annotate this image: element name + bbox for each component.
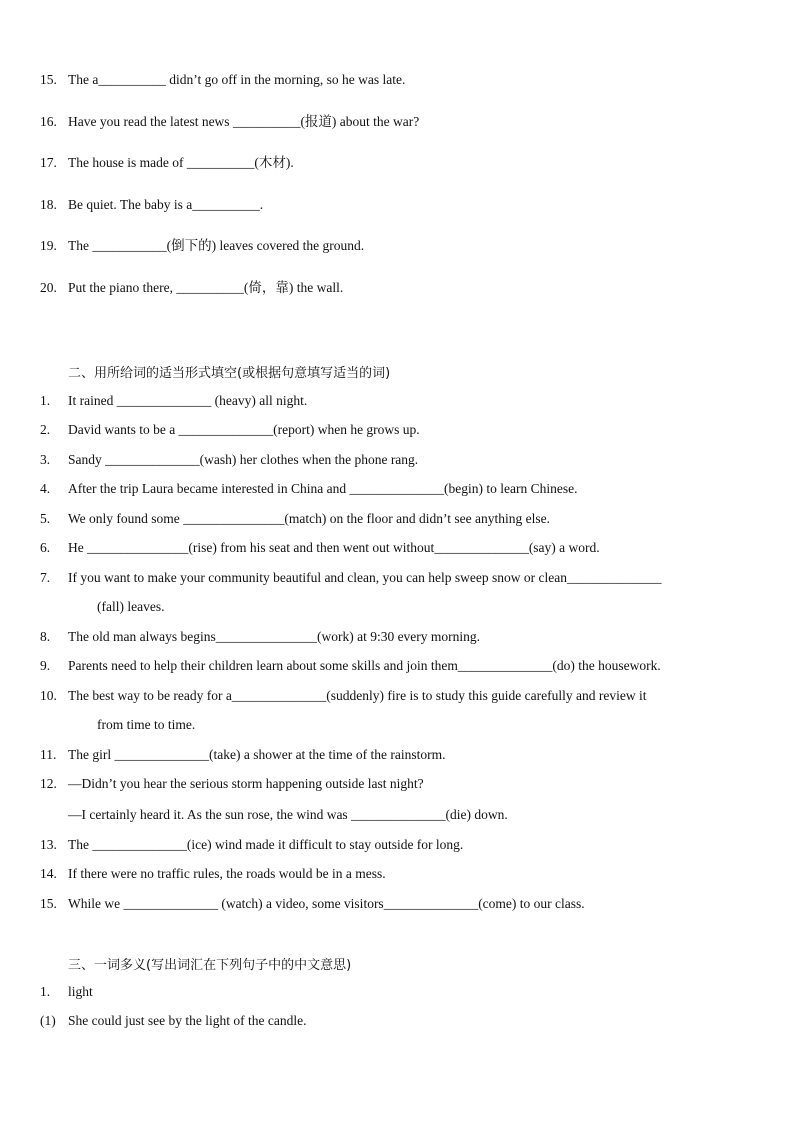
- question-text: Have you read the latest news __________(报道) about the war?: [68, 114, 420, 129]
- exercise-text-continued: from time to time.: [97, 717, 196, 732]
- exercise-number: 5.: [40, 511, 51, 526]
- question-number: 16.: [40, 114, 57, 129]
- question-text: Put the piano there, __________(倚，靠) the wall.: [68, 280, 344, 295]
- question-number: 15.: [40, 72, 57, 87]
- section-title-2: 二、用所给词的适当形式填空(或根据句意填写适当的词): [68, 366, 391, 381]
- exercise-text: The old man always begins_______________(work) at 9:30 every morning.: [68, 629, 481, 644]
- exercise-text: The ______________(ice) wind made it difficult to stay outside for long.: [68, 837, 464, 852]
- exercise-text: He _______________(rise) from his seat and then went out without______________(say) a word.: [68, 540, 600, 555]
- sentence-number: (1): [40, 1013, 56, 1028]
- exercise-text: It rained ______________ (heavy) all night.: [68, 393, 308, 408]
- question-text: The house is made of __________(木材).: [68, 155, 294, 170]
- question-text: Be quiet. The baby is a__________.: [68, 197, 264, 212]
- question-number: 20.: [40, 280, 57, 295]
- exercise-number: 1.: [40, 393, 51, 408]
- question-text: The ___________(倒下的) leaves covered the ground.: [68, 238, 365, 253]
- exercise-text: If there were no traffic rules, the roads would be in a mess.: [68, 866, 386, 881]
- exercise-number: 10.: [40, 688, 57, 703]
- exercise-text-continued: —I certainly heard it. As the sun rose, the wind was ______________(die) down.: [68, 807, 508, 822]
- word-text: light: [68, 984, 93, 999]
- exercise-number: 12.: [40, 776, 57, 791]
- exercise-number: 2.: [40, 422, 51, 437]
- exercise-number: 4.: [40, 481, 51, 496]
- sentence-text: She could just see by the light of the candle.: [68, 1013, 307, 1028]
- exercise-number: 8.: [40, 629, 51, 644]
- exercise-text: The girl ______________(take) a shower at the time of the rainstorm.: [68, 747, 446, 762]
- exercise-text: —Didn’t you hear the serious storm happening outside last night?: [68, 776, 424, 791]
- exercise-number: 9.: [40, 658, 51, 673]
- exercise-number: 15.: [40, 896, 57, 911]
- exercise-number: 7.: [40, 570, 51, 585]
- exercise-text: We only found some _______________(match) on the floor and didn’t see anything else.: [68, 511, 550, 526]
- exercise-number: 11.: [40, 747, 57, 762]
- section-title-3: 三、一词多义(写出词汇在下列句子中的中文意思): [68, 958, 352, 973]
- question-text: The a__________ didn’t go off in the morning, so he was late.: [68, 72, 406, 87]
- exercise-text: If you want to make your community beautiful and clean, you can help sweep snow or clean______________: [68, 570, 662, 585]
- exercise-number: 3.: [40, 452, 51, 467]
- question-number: 19.: [40, 238, 57, 253]
- exercise-text: David wants to be a ______________(report) when he grows up.: [68, 422, 420, 437]
- exercise-number: 14.: [40, 866, 57, 881]
- exercise-text: Parents need to help their children learn about some skills and join them______________(do) the housework.: [68, 658, 661, 673]
- exercise-text: Sandy ______________(wash) her clothes when the phone rang.: [68, 452, 419, 467]
- question-number: 17.: [40, 155, 57, 170]
- exercise-text: The best way to be ready for a______________(suddenly) fire is to study this guide carefully and review it: [68, 688, 647, 703]
- word-number: 1.: [40, 984, 51, 999]
- exercise-text-continued: (fall) leaves.: [97, 599, 165, 614]
- exercise-text: While we ______________ (watch) a video, some visitors______________(come) to our class.: [68, 896, 585, 911]
- exercise-number: 6.: [40, 540, 51, 555]
- exercise-text: After the trip Laura became interested in China and ______________(begin) to learn Chinese.: [68, 481, 578, 496]
- exercise-number: 13.: [40, 837, 57, 852]
- question-number: 18.: [40, 197, 57, 212]
